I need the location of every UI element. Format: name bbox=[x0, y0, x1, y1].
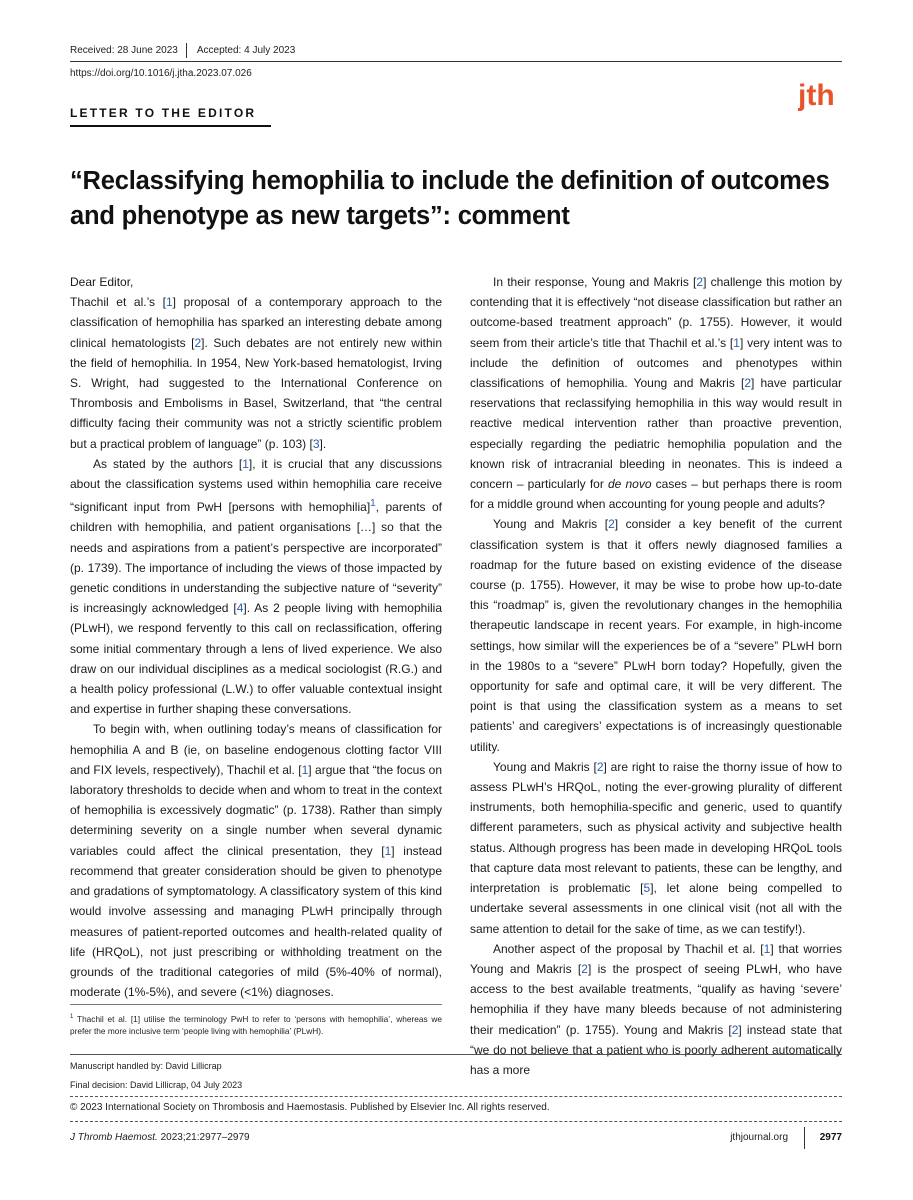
page-number: 2977 bbox=[819, 1132, 842, 1143]
journal-name: J Thromb Haemost. bbox=[70, 1132, 158, 1143]
salutation: Dear Editor, bbox=[70, 275, 134, 289]
footnote-link[interactable]: 1 bbox=[370, 498, 376, 510]
paragraph-7: Another aspect of the proposal by Thachil et al. [1] that worries Young and Makris [2] is the prospect of seeing PLwH, who have access to the best available treatments, “qualify as having ‘severe’ hemophilia if they have many bleeds because of not administering their medication” (p. 1755). Young and Makris [2] instead state that “we do not believe that a patient who is poorly adherent automatically has a more bbox=[470, 941, 842, 1077]
citation-link[interactable]: 3 bbox=[312, 436, 320, 451]
jth-logo-text: jth bbox=[798, 79, 835, 112]
article-title: “Reclassifying hemophilia to include the definition of outcomes and phenotype as new targets”: comment bbox=[70, 167, 830, 230]
citation-link[interactable]: 2 bbox=[744, 376, 751, 391]
journal-website[interactable]: jthjournal.org bbox=[730, 1132, 788, 1143]
doi-link[interactable]: https://doi.org/10.1016/j.jtha.2023.07.026 bbox=[70, 68, 252, 79]
received-date: Received: 28 June 2023 bbox=[70, 45, 178, 56]
jth-logo bbox=[798, 78, 842, 116]
section-label: LETTER TO THE EDITOR bbox=[70, 106, 257, 120]
paragraph-6: Young and Makris [2] are right to raise the thorny issue of how to assess PLwH’s HRQoL, noting the ever-growing plurality of different instruments, both hemophilia-specific and generic, used to quantify different parameters, such as physical activity and subjective health status. Although progress has been made in developing HRQoL tools that capture data most relevant to patients, these can be lengthy, and interpretation is problematic [5], let alone being compelled to undertake several assessments in one clinical visit (not all with the same attention to detail for the sake of time, as we can testify!). bbox=[470, 759, 842, 936]
citation-link[interactable]: 2 bbox=[194, 335, 202, 350]
footer-dashed-rule bbox=[70, 1121, 842, 1122]
section-rule bbox=[70, 125, 271, 127]
citation-link[interactable]: 2 bbox=[581, 961, 588, 976]
citation-link[interactable]: 1 bbox=[301, 762, 309, 777]
citation-link[interactable]: 2 bbox=[696, 275, 704, 289]
citation-link[interactable]: 2 bbox=[608, 517, 615, 532]
copyright: © 2023 International Society on Thrombosis and Haemostasis. Published by Elsevier Inc. All rights reserved. bbox=[70, 1102, 550, 1113]
right-column bbox=[470, 272, 842, 1080]
header-rule bbox=[70, 61, 842, 62]
footnote-rule bbox=[70, 1004, 442, 1005]
article-dates bbox=[70, 43, 295, 58]
citation-link[interactable]: 1 bbox=[384, 843, 392, 858]
page-separator bbox=[804, 1127, 805, 1149]
citation-link[interactable]: 2 bbox=[596, 759, 604, 774]
journal-volume: 2023;21:2977–2979 bbox=[157, 1132, 250, 1143]
footnote bbox=[70, 1011, 442, 1038]
manuscript-handled: Manuscript handled by: David Lillicrap bbox=[70, 1061, 222, 1071]
citation-link[interactable]: 1 bbox=[733, 335, 740, 350]
citation-link[interactable]: 1 bbox=[763, 941, 771, 956]
footnote-text: Thachil et al. [1] utilise the terminology PwH to refer to ‘persons with hemophilia’, whereas we prefer the more inclusive term ‘people living with hemophilia’ (PLwH). bbox=[70, 1013, 443, 1037]
accepted-date: Accepted: 4 July 2023 bbox=[196, 45, 296, 56]
citation-link[interactable]: 4 bbox=[236, 601, 244, 616]
citation-link[interactable]: 1 bbox=[165, 295, 173, 310]
footer-dashed-rule bbox=[70, 1096, 842, 1097]
footnote-marker: 1 bbox=[70, 1014, 74, 1020]
paragraph-1: Thachil et al.’s [1] proposal of a contemporary approach to the classification of hemophilia has sparked an interesting debate among clinical hematologists [2]. Such debates are not entirely new within the field of hemophilia. In 1954, New York-based hematologist, Irving S. Wright, had suggested to the International Conference on Thrombosis and Embolisms in Basel, Switzerland, that “the central difficulty facing their community was not a strictly scientific problem but a practical problem of language” (p. 103) [3]. bbox=[70, 295, 442, 451]
date-separator bbox=[186, 43, 187, 58]
left-column bbox=[70, 272, 442, 1002]
citation-link[interactable]: 1 bbox=[242, 456, 249, 471]
paragraph-5: Young and Makris [2] consider a key benefit of the current classification system is that it offers newly diagnosed families a roadmap for the future based on existing evidence of the disease course (p. 1755). However, it may be wise to probe how up-to-date this “roadmap” is, given the revolutionary changes in the hemophilia therapeutic landscape in recent years. For example, in high-income settings, how similar will the experiences be of a “severe” PLwH born in the 1980s to a “severe” PLwH born today? Hopefully, given the opportunity for safe and optimal care, it will be very different. The point is that using the classification system as a means to set patients’ and caregivers’ expectations is of increasingly questionable utility. bbox=[470, 517, 842, 754]
footer-rule bbox=[70, 1054, 842, 1055]
citation-link[interactable]: 2 bbox=[731, 1022, 739, 1037]
paragraph-3: To begin with, when outlining today’s means of classification for hemophilia A and B (ie, on baseline endogenous clotting factor VIII and FIX levels, respectively), Thachil et al. [1] argue that “the focus on laboratory thresholds to decide when and whom to treat in the context of hemophilia is excessively dogmatic” (p. 1738). Rather than simply determining severity on a single number when several dynamic variables could affect the clinical presentation, they [1] instead recommend that greater consideration should be given to phenotype and gradations of symptomatology. A classificatory system of this kind would involve assessing and managing PLwH principally through measures of patient-reported outcomes and health-related quality of life (HRQoL), not just prescribing or withholding treatment on the grounds of the traditional categories of mild (5%-40% of normal), moderate (1%-5%), and severe (<1%) diagnoses. bbox=[70, 722, 442, 1000]
citation-link[interactable]: 5 bbox=[643, 881, 651, 896]
paragraph-2: As stated by the authors [1], it is crucial that any discussions about the classification systems used within hemophilia care receive “significant input from PwH [persons with hemophilia]$^1$, parents of children with hemophilia, and patient organisations […] so that the needs and aspirations from a patient’s perspective are incorporated” (p. 1739). The importance of including the views of those impacted by genetic conditions in understanding the subjective nature of “severity” is increasingly acknowledged [4]. As 2 people living with hemophilia (PLwH), we respond fervently to this call on reclassification, offering some initial commentary through a lens of lived experience. We also draw on our individual disciplines as a medical sociologist (R.G.) and a health policy professional (L.W.) to offer valuable contextual insight and expertise in further shaping these conversations. bbox=[70, 456, 443, 717]
final-decision: Final decision: David Lillicrap, 04 July 2023 bbox=[70, 1080, 243, 1090]
journal-citation bbox=[70, 1132, 250, 1143]
paragraph-4: In their response, Young and Makris [2] challenge this motion by contending that it is effectively “not disease classification but rather an outcome-based treatment approach” (p. 1755). However, it would seem from their article’s title that Thachil et al.’s [1] very intent was to include the definition of outcomes and phenotypes within classifications of hemophilia. Young and Makris [2] have particular reservations that reclassifying hemophilia in this way would result in reactive medical intervention rather than proactive prevention, especially regarding the pediatric hemophilia population and the known risk of intracranial bleeding in neonates. This is indeed a concern – particularly for de novo cases – but perhaps there is room for a middle ground when accounting for young people and adults? bbox=[470, 275, 843, 512]
